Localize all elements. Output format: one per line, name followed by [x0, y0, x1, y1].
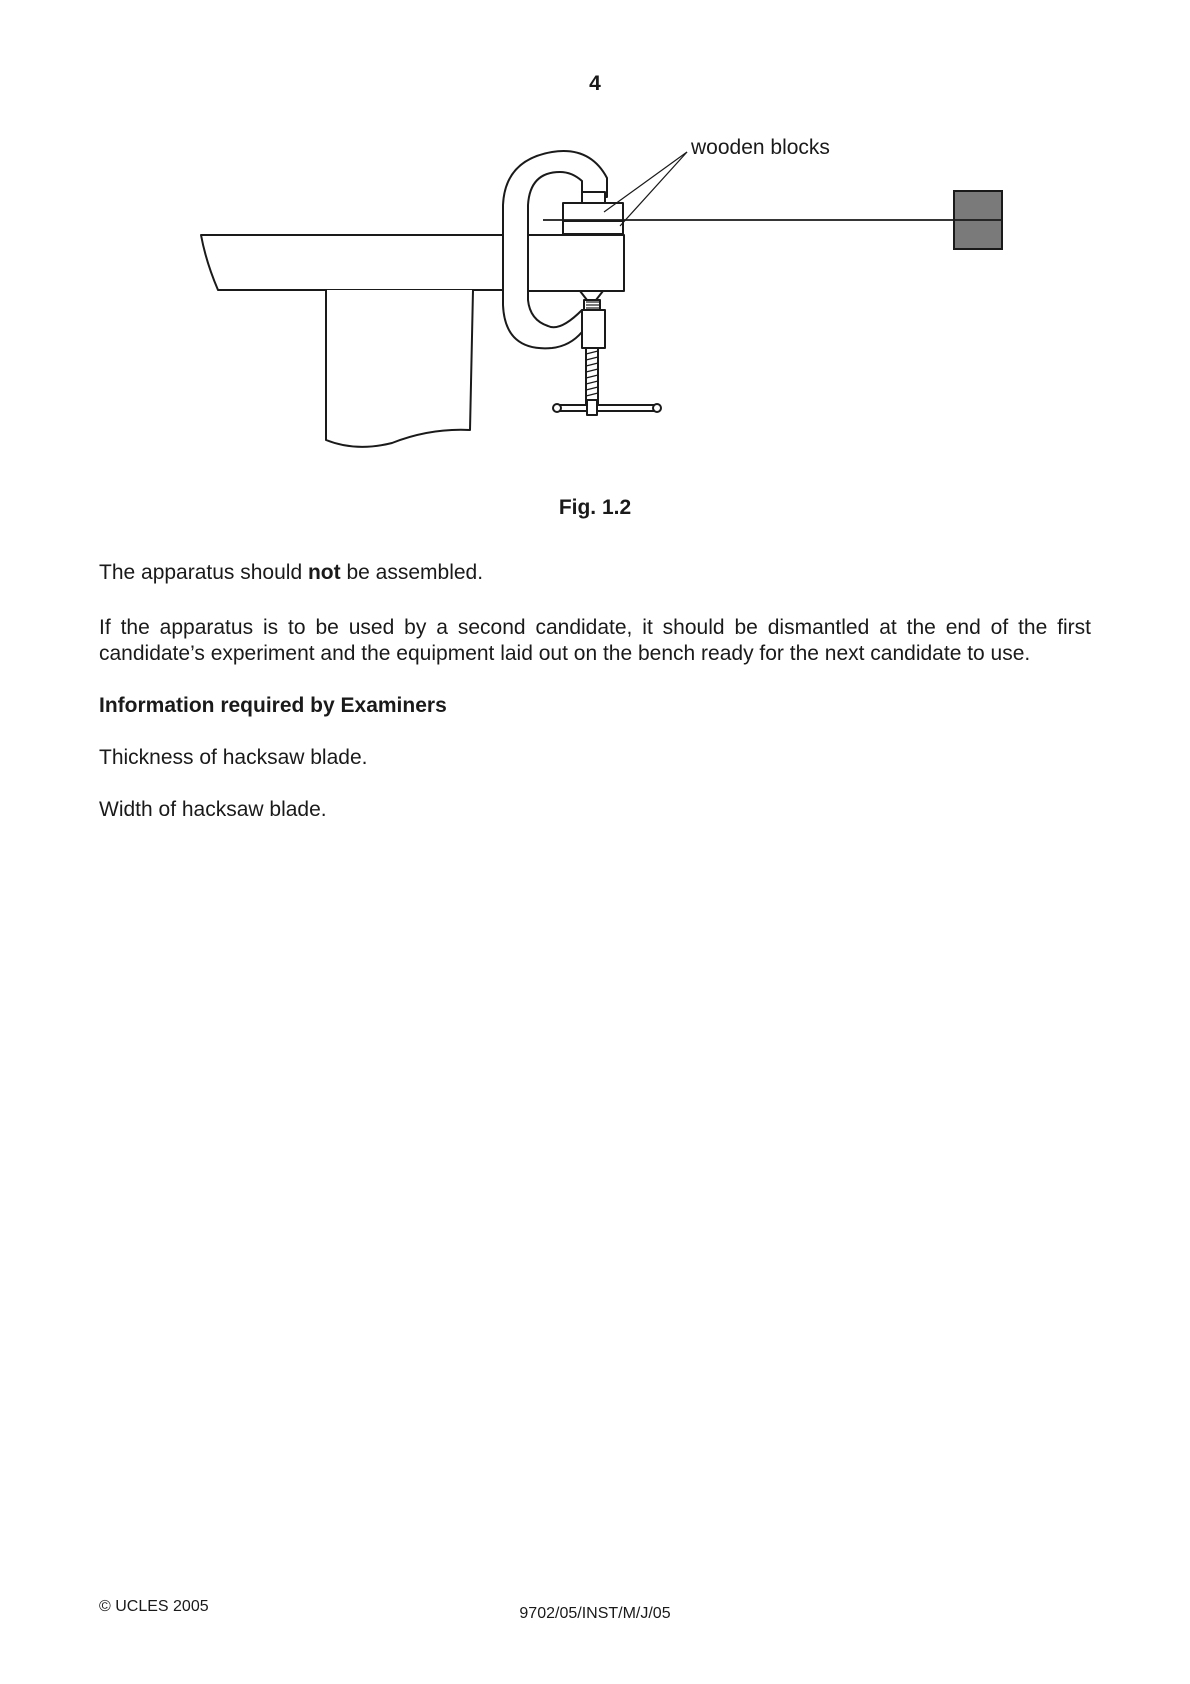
- info-item-thickness: Thickness of hacksaw blade.: [99, 746, 368, 769]
- section-heading: Information required by Examiners: [99, 694, 447, 717]
- bench-top: [201, 235, 540, 290]
- assembly-note-before: The apparatus should: [99, 561, 308, 584]
- assembly-note-emphasis: not: [307, 561, 341, 584]
- info-item-width: Width of hacksaw blade.: [99, 798, 327, 821]
- bench-leg: [326, 290, 473, 447]
- page-number: 4: [589, 72, 601, 95]
- wooden-block-top: [563, 203, 623, 221]
- footer-copyright: © UCLES 2005: [99, 1598, 209, 1615]
- assembly-note-after: be assembled.: [340, 561, 484, 584]
- clamp-body: [528, 235, 624, 291]
- footer-code: 9702/05/INST/M/J/05: [519, 1605, 671, 1622]
- swivel-pad: [580, 291, 603, 300]
- dismantle-note: If the apparatus is to be used by a second candidate, it should be dismantled at the end of the first candidate’s experiment and the equipment laid out on the bench ready for the next candidate to use.: [99, 616, 1091, 665]
- lower-jaw: [582, 310, 605, 348]
- upper-jaw: [582, 192, 605, 203]
- apparatus-diagram: [0, 0, 1190, 470]
- figure-caption: Fig. 1.2: [558, 496, 632, 519]
- clamp-handle: [557, 405, 657, 411]
- figure-label: wooden blocks: [691, 136, 830, 159]
- wooden-block-bottom: [563, 221, 623, 234]
- assembly-note: [99, 560, 1091, 586]
